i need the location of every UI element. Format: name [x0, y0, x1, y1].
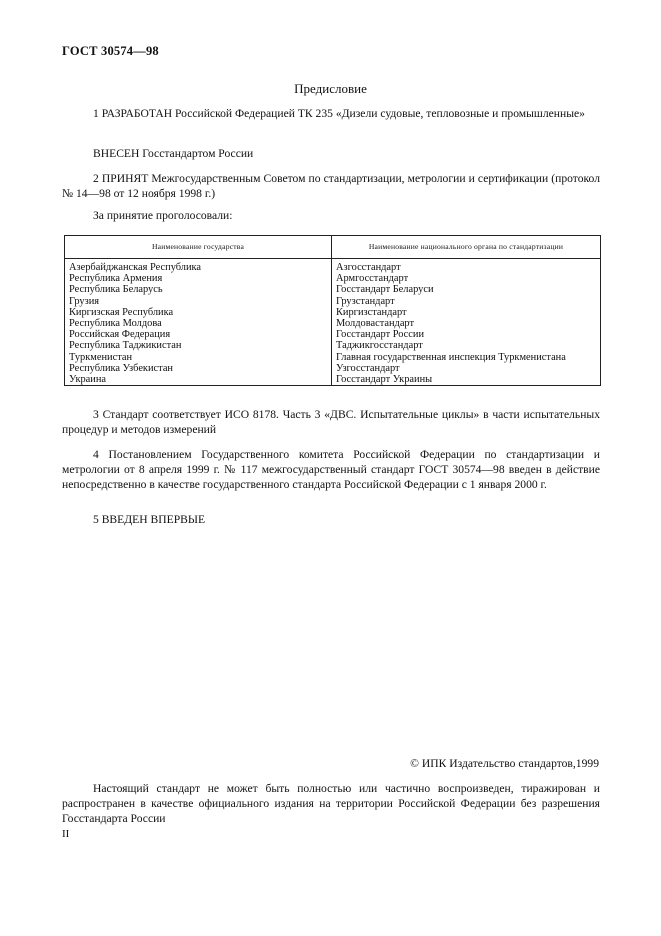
- table-row: [65, 352, 601, 363]
- table-row: [65, 374, 601, 386]
- state-cell: Украина: [65, 374, 332, 386]
- standards-body-cell: Госстандарт России: [332, 329, 601, 340]
- table-header-state: Наименование государства: [65, 236, 332, 259]
- state-cell: Грузия: [65, 296, 332, 307]
- table-row: [65, 340, 601, 351]
- page-number: II: [62, 828, 70, 840]
- standards-body-cell: Киргизстандарт: [332, 307, 601, 318]
- paragraph-enactment: 4 Постановлением Государственного комитета Российской Федерации по стандартизации и метрологии от 8 апреля 1999 г. № 117 межгосударственный стандарт ГОСТ 30574—98 введен в действие непосредственно в качестве государственного стандарта Российской Федерации с 1 января 2000 г.: [62, 448, 600, 491]
- standards-body-cell: Госстандарт Беларуси: [332, 284, 601, 295]
- state-cell: Российская Федерация: [65, 329, 332, 340]
- standards-body-cell: Армгосстандарт: [332, 273, 601, 284]
- standards-body-cell: Госстандарт Украины: [332, 374, 601, 386]
- table-row: [65, 329, 601, 340]
- table-header-standards-body: Наименование национального органа по стандартизации: [332, 236, 601, 259]
- table-row: [65, 273, 601, 284]
- copyright-notice: © ИПК Издательство стандартов,1999: [410, 757, 599, 770]
- paragraph-first-introduced: 5 ВВЕДЕН ВПЕРВЫЕ: [93, 513, 206, 526]
- state-cell: Азербайджанская Республика: [65, 259, 332, 274]
- standards-body-cell: Узгосстандарт: [332, 363, 601, 374]
- state-cell: Республика Беларусь: [65, 284, 332, 295]
- standards-body-cell: Таджикгосстандарт: [332, 340, 601, 351]
- voting-table: [64, 235, 601, 386]
- table-row: [65, 296, 601, 307]
- state-cell: Киргизская Республика: [65, 307, 332, 318]
- state-cell: Республика Узбекистан: [65, 363, 332, 374]
- table-row: [65, 284, 601, 295]
- paragraph-submitted-by: ВНЕСЕН Госстандартом России: [93, 147, 254, 160]
- document-id: ГОСТ 30574—98: [62, 44, 159, 58]
- state-cell: Республика Армения: [65, 273, 332, 284]
- section-title: Предисловие: [294, 81, 367, 96]
- table-row: [65, 307, 601, 318]
- state-cell: Туркменистан: [65, 352, 332, 363]
- reproduction-notice: Настоящий стандарт не может быть полностью или частично воспроизведен, тиражирован и распространен в качестве официального издания на территории Российской Федерации без разрешения Госстандарта России: [62, 782, 600, 825]
- table-header-row: [65, 236, 601, 259]
- standards-body-cell: Грузстандарт: [332, 296, 601, 307]
- state-cell: Республика Молдова: [65, 318, 332, 329]
- table-row: [65, 259, 601, 274]
- standards-body-cell: Главная государственная инспекция Туркменистана: [332, 352, 601, 363]
- paragraph-adopted-by: 2 ПРИНЯТ Межгосударственным Советом по стандартизации, метрологии и сертификации (протокол № 14—98 от 12 ноября 1998 г.): [62, 172, 600, 200]
- paragraph-voted-for: За принятие проголосовали:: [93, 209, 233, 222]
- standards-body-cell: Азгосстандарт: [332, 259, 601, 274]
- table-row: [65, 363, 601, 374]
- state-cell: Республика Таджикистан: [65, 340, 332, 351]
- paragraph-iso-compliance: 3 Стандарт соответствует ИСО 8178. Часть 3 «ДВС. Испытательные циклы» в части испытательных процедур и методов измерений: [62, 408, 600, 436]
- table-row: [65, 318, 601, 329]
- standards-body-cell: Молдовастандарт: [332, 318, 601, 329]
- paragraph-developed-by: 1 РАЗРАБОТАН Российской Федерацией ТК 235 «Дизели судовые, тепловозные и промышленные»: [93, 107, 585, 120]
